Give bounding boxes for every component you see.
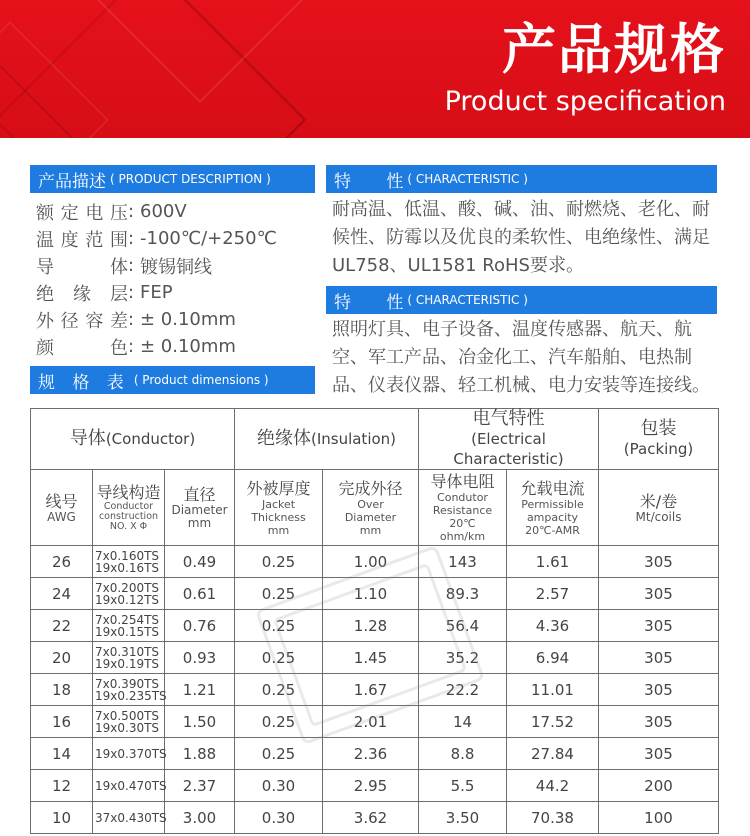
resistance-cell: 35.2 <box>419 642 507 674</box>
cons-en1: Conductor <box>103 501 154 512</box>
awg-cn: 线号 <box>45 491 78 511</box>
jacket-cell: 0.25 <box>235 578 323 610</box>
description-value: ± 0.10mm <box>140 309 236 330</box>
diameter-cell: 1.88 <box>165 738 235 770</box>
conductor-group-header <box>31 409 235 470</box>
jacket-cell: 0.25 <box>235 546 323 578</box>
overall-cn: 完成外径 <box>338 478 403 498</box>
insulation-group-header <box>235 409 419 470</box>
packing-cell: 200 <box>599 770 719 802</box>
jacket-cell: 0.30 <box>235 802 323 834</box>
construction-cell <box>93 802 165 834</box>
construction-line-1: 7x0.200TS <box>95 580 160 595</box>
construction-line-1: 7x0.500TS <box>95 708 160 723</box>
awg-cell: 18 <box>31 674 93 706</box>
construction-line-2: 19x0.30TS <box>95 720 160 735</box>
table-row <box>31 738 719 770</box>
table-row <box>31 706 719 738</box>
awg-cell: 16 <box>31 706 93 738</box>
awg-cell: 12 <box>31 770 93 802</box>
jacket-en2: Thickness <box>251 510 306 524</box>
construction-line-1: 7x0.254TS <box>95 612 160 627</box>
table-row <box>31 642 719 674</box>
conductor-en: (Conductor) <box>105 430 196 448</box>
description-row <box>36 306 316 333</box>
application-header <box>326 286 717 314</box>
jacket-cn: 外被厚度 <box>246 478 311 498</box>
description-colon: : <box>128 228 135 249</box>
application-text: 照明灯具、电子设备、温度传感器、航天、航空、军工产品、冶金化工、汽车船舶、电热制品、仪表仪器、轻工机械、电力安装等连接线。 <box>332 319 710 396</box>
description-header-cn: 产品描述 <box>38 171 106 192</box>
spec-table <box>30 408 719 834</box>
description-value: 600V <box>140 201 187 222</box>
diameter-cell: 0.49 <box>165 546 235 578</box>
packing-column-header <box>599 470 719 546</box>
description-value: FEP <box>140 282 173 303</box>
awg-cell: 24 <box>31 578 93 610</box>
description-row <box>36 279 316 306</box>
overall-diameter-cell: 1.28 <box>323 610 419 642</box>
description-value: ± 0.10mm <box>140 336 236 357</box>
dia-cn: 直径 <box>183 485 216 504</box>
resistance-cell: 5.5 <box>419 770 507 802</box>
overall-diameter-cell: 1.10 <box>323 578 419 610</box>
construction-cell <box>93 738 165 770</box>
jacket-cell: 0.25 <box>235 642 323 674</box>
construction-cell <box>93 642 165 674</box>
construction-line-1: 7x0.310TS <box>95 644 160 659</box>
dimensions-header <box>30 366 315 394</box>
awg-cell: 10 <box>31 802 93 834</box>
packing-en: (Packing) <box>623 440 694 458</box>
construction-cell <box>93 546 165 578</box>
res-en2: Resistance 20℃ <box>432 504 493 530</box>
description-key: 颜色 <box>36 337 128 359</box>
res-en3: ohm/km <box>439 530 486 543</box>
jacket-en3: mm <box>267 523 290 537</box>
resistance-cell: 56.4 <box>419 610 507 642</box>
dimensions-header-cn: 规 格 表 <box>38 372 130 393</box>
construction-line-1: 7x0.160TS <box>95 548 160 563</box>
description-row <box>36 333 316 360</box>
packing-cell: 305 <box>599 578 719 610</box>
amp-en1: Permissible <box>521 497 584 511</box>
description-list <box>36 198 316 360</box>
construction-cell <box>93 770 165 802</box>
description-colon: : <box>128 336 135 357</box>
resistance-column-header <box>419 470 507 546</box>
overall-diameter-cell: 2.95 <box>323 770 419 802</box>
awg-column-header <box>31 470 93 546</box>
construction-line-1: 19x0.370TS <box>95 746 167 761</box>
awg-cell: 22 <box>31 610 93 642</box>
ampacity-cell: 6.94 <box>507 642 599 674</box>
ampacity-cell: 44.2 <box>507 770 599 802</box>
insulation-cn: 绝缘体 <box>256 428 311 449</box>
table-row <box>31 610 719 642</box>
packing-group-header <box>599 409 719 470</box>
diameter-cell: 3.00 <box>165 802 235 834</box>
cons-en3: NO. X Φ <box>109 521 148 532</box>
description-header-en: ( PRODUCT DESCRIPTION ) <box>110 172 271 186</box>
construction-line-1: 7x0.390TS <box>95 676 160 691</box>
description-key: 额定电压 <box>36 202 128 224</box>
electrical-cn: 电气特性 <box>472 408 545 429</box>
table-row <box>31 770 719 802</box>
awg-cell: 14 <box>31 738 93 770</box>
page-title: 产品规格 <box>502 18 726 81</box>
resistance-cell: 22.2 <box>419 674 507 706</box>
construction-line-2: 19x0.235TS <box>95 688 167 703</box>
description-colon: : <box>128 201 135 222</box>
application-header-cn: 特 性 <box>334 292 404 313</box>
construction-cell <box>93 674 165 706</box>
ampacity-cell: 70.38 <box>507 802 599 834</box>
packing-cell: 305 <box>599 642 719 674</box>
ampacity-column-header <box>507 470 599 546</box>
construction-line-2: 19x0.12TS <box>95 592 160 607</box>
packing-cn: 包装 <box>640 418 677 439</box>
description-colon: : <box>128 282 135 303</box>
diameter-cell: 1.50 <box>165 706 235 738</box>
resistance-cell: 143 <box>419 546 507 578</box>
jacket-en1: Jacket <box>261 497 296 511</box>
overall-en2: Diameter <box>344 510 397 524</box>
jacket-cell: 0.30 <box>235 770 323 802</box>
description-key: 温度范围 <box>36 229 128 251</box>
overall-diameter-cell: 2.01 <box>323 706 419 738</box>
table-row <box>31 546 719 578</box>
overall-column-header <box>323 470 419 546</box>
description-value: -100℃/+250℃ <box>140 228 277 249</box>
table-row <box>31 578 719 610</box>
description-row <box>36 198 316 225</box>
amp-en2: ampacity <box>526 510 579 524</box>
characteristic-header-en: ( CHARACTERISTIC ) <box>407 172 528 186</box>
res-cn: 导体电阻 <box>430 472 495 491</box>
diameter-cell: 2.37 <box>165 770 235 802</box>
resistance-cell: 3.50 <box>419 802 507 834</box>
jacket-cell: 0.25 <box>235 706 323 738</box>
description-key: 外径容差 <box>36 310 128 332</box>
ampacity-cell: 11.01 <box>507 674 599 706</box>
packing-cell: 305 <box>599 674 719 706</box>
page-subtitle: Product specification <box>444 86 726 117</box>
jacket-cell: 0.25 <box>235 610 323 642</box>
overall-en1: Over <box>357 497 384 511</box>
description-colon: : <box>128 309 135 330</box>
characteristic-header <box>326 165 717 193</box>
description-row <box>36 225 316 252</box>
pack-cn: 米/卷 <box>639 491 678 511</box>
amp-en3: 20℃-AMR <box>525 523 580 537</box>
amp-cn: 允载电流 <box>520 478 585 498</box>
overall-diameter-cell: 2.36 <box>323 738 419 770</box>
overall-diameter-cell: 3.62 <box>323 802 419 834</box>
description-key: 绝缘层 <box>36 283 128 305</box>
diameter-cell: 0.93 <box>165 642 235 674</box>
ampacity-cell: 2.57 <box>507 578 599 610</box>
construction-column-header <box>93 470 165 546</box>
description-row <box>36 252 316 279</box>
ampacity-cell: 4.36 <box>507 610 599 642</box>
construction-line-2: 19x0.15TS <box>95 624 160 639</box>
diameter-column-header <box>165 470 235 546</box>
dia-en1: Diameter <box>171 503 228 517</box>
packing-cell: 305 <box>599 610 719 642</box>
overall-diameter-cell: 1.45 <box>323 642 419 674</box>
cons-en2: construction <box>98 511 159 522</box>
overall-diameter-cell: 1.67 <box>323 674 419 706</box>
resistance-cell: 8.8 <box>419 738 507 770</box>
dimensions-header-en: ( Product dimensions ) <box>133 373 269 387</box>
insulation-en: (Insulation) <box>310 430 397 448</box>
awg-cell: 26 <box>31 546 93 578</box>
diameter-cell: 0.76 <box>165 610 235 642</box>
construction-line-1: 19x0.470TS <box>95 778 167 793</box>
description-value: 镀锡铜线 <box>140 256 212 278</box>
res-en1: Condutor <box>437 491 488 504</box>
header-banner <box>0 0 750 138</box>
awg-en: AWG <box>47 509 76 524</box>
application-header-en: ( CHARACTERISTIC ) <box>407 293 528 307</box>
table-row <box>31 802 719 834</box>
packing-cell: 305 <box>599 546 719 578</box>
resistance-cell: 89.3 <box>419 578 507 610</box>
cons-cn: 导线构造 <box>96 483 161 502</box>
jacket-column-header <box>235 470 323 546</box>
characteristic-text: 耐高温、低温、酸、碱、油、耐燃烧、老化、耐候性、防霉以及优良的柔软性、电绝缘性、满足UL758、UL1581 RoHS要求。 <box>332 199 710 276</box>
awg-cell: 20 <box>31 642 93 674</box>
jacket-cell: 0.25 <box>235 738 323 770</box>
construction-cell <box>93 706 165 738</box>
jacket-cell: 0.25 <box>235 674 323 706</box>
diameter-cell: 0.61 <box>165 578 235 610</box>
pack-en: Mt/coils <box>635 509 682 524</box>
construction-cell <box>93 578 165 610</box>
description-key: 导体 <box>36 256 128 278</box>
electrical-group-header <box>419 409 599 470</box>
construction-line-1: 37x0.430TS <box>95 810 167 825</box>
packing-cell: 305 <box>599 738 719 770</box>
electrical-en: (Electrical Characteristic) <box>453 430 564 468</box>
overall-en3: mm <box>359 523 382 537</box>
packing-cell: 100 <box>599 802 719 834</box>
description-header <box>30 165 315 193</box>
construction-line-2: 19x0.16TS <box>95 560 160 575</box>
conductor-cn: 导体 <box>69 428 106 449</box>
ampacity-cell: 27.84 <box>507 738 599 770</box>
construction-line-2: 19x0.19TS <box>95 656 160 671</box>
ampacity-cell: 1.61 <box>507 546 599 578</box>
construction-cell <box>93 610 165 642</box>
ampacity-cell: 17.52 <box>507 706 599 738</box>
description-colon: : <box>128 255 135 276</box>
resistance-cell: 14 <box>419 706 507 738</box>
packing-cell: 305 <box>599 706 719 738</box>
diameter-cell: 1.21 <box>165 674 235 706</box>
spec-table-body <box>31 546 719 834</box>
dia-en2: mm <box>187 516 212 530</box>
overall-diameter-cell: 1.00 <box>323 546 419 578</box>
table-row <box>31 674 719 706</box>
characteristic-header-cn: 特 性 <box>334 171 404 192</box>
